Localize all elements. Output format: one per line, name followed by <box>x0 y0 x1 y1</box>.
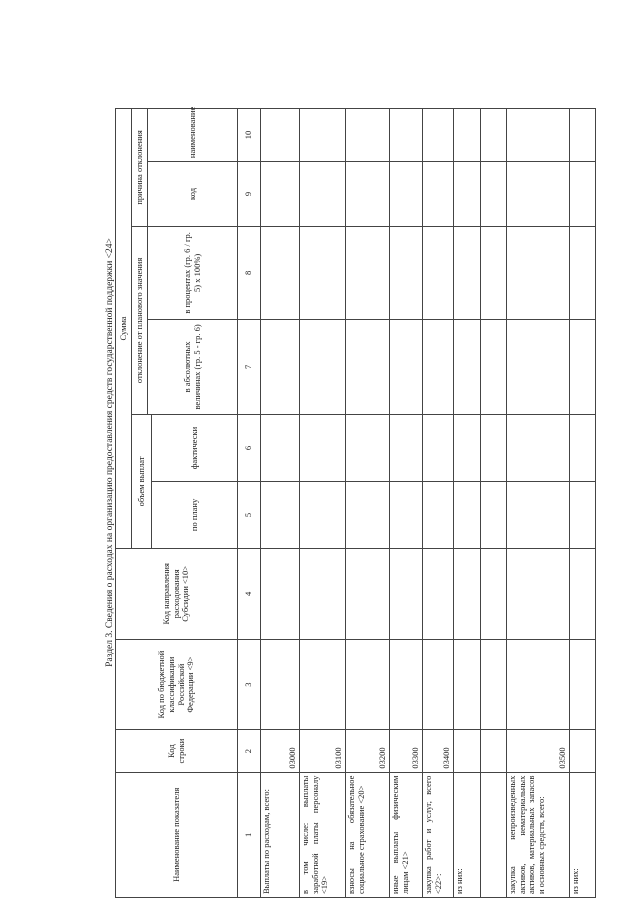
table-row <box>454 109 481 898</box>
empty-cell <box>423 319 454 414</box>
row-code <box>481 730 507 772</box>
empty-cell <box>390 481 423 548</box>
header-row-code: Код строки <box>116 730 238 772</box>
empty-cell <box>507 162 570 227</box>
empty-cell <box>507 639 570 730</box>
empty-cell <box>261 162 300 227</box>
empty-cell <box>423 414 454 481</box>
empty-cell <box>423 481 454 548</box>
column-number: 8 <box>238 226 261 319</box>
empty-cell <box>300 548 346 639</box>
empty-cell <box>481 319 507 414</box>
empty-cell <box>507 414 570 481</box>
row-label: из них: <box>570 772 596 897</box>
empty-cell <box>390 109 423 162</box>
column-number: 7 <box>238 319 261 414</box>
empty-cell <box>507 319 570 414</box>
header-reason: причина отклонения <box>132 109 148 227</box>
column-number: 3 <box>238 639 261 730</box>
empty-cell <box>423 162 454 227</box>
header-indicator-name: Наименование показателя <box>116 772 238 897</box>
empty-cell <box>261 481 300 548</box>
empty-cell <box>300 319 346 414</box>
empty-cell <box>507 109 570 162</box>
empty-cell <box>261 639 300 730</box>
empty-cell <box>570 481 596 548</box>
empty-cell <box>261 414 300 481</box>
empty-cell <box>390 639 423 730</box>
empty-cell <box>300 226 346 319</box>
header-reason-code: код <box>148 162 238 227</box>
empty-cell <box>261 226 300 319</box>
empty-cell <box>481 639 507 730</box>
column-number-row <box>238 109 261 898</box>
report-body <box>261 109 596 898</box>
empty-cell <box>346 639 390 730</box>
empty-cell <box>423 226 454 319</box>
empty-cell <box>570 319 596 414</box>
empty-cell <box>346 481 390 548</box>
empty-cell <box>570 414 596 481</box>
empty-cell <box>390 319 423 414</box>
empty-cell <box>261 319 300 414</box>
empty-cell <box>423 548 454 639</box>
empty-cell <box>481 548 507 639</box>
empty-cell <box>300 481 346 548</box>
table-row <box>300 109 346 898</box>
table-row <box>390 109 423 898</box>
row-code: 03200 <box>346 730 390 772</box>
empty-cell <box>346 319 390 414</box>
table-row <box>261 109 300 898</box>
empty-cell <box>390 226 423 319</box>
empty-cell <box>454 481 481 548</box>
empty-cell <box>423 109 454 162</box>
empty-cell <box>261 109 300 162</box>
row-label: взносы на обязательное социальное страхование <20> <box>346 772 390 897</box>
empty-cell <box>300 162 346 227</box>
header-deviation: отклонение от планового значения <box>132 226 148 414</box>
empty-cell <box>346 109 390 162</box>
empty-cell <box>481 162 507 227</box>
header-direction-code: Код направления расходования Субсидии <10> <box>116 548 238 639</box>
empty-cell <box>390 548 423 639</box>
empty-cell <box>570 639 596 730</box>
empty-cell <box>481 226 507 319</box>
empty-cell <box>481 414 507 481</box>
column-number: 6 <box>238 414 261 481</box>
empty-cell <box>481 109 507 162</box>
empty-cell <box>300 109 346 162</box>
header-deviation-pct: в процентах (гр. 6 / гр. 5) x 100%) <box>148 226 238 319</box>
section-title: Раздел 3. Сведения о расходах на организацию предоставления средств государственной поддержки <24> <box>105 238 115 667</box>
row-code: 03500 <box>507 730 570 772</box>
empty-cell <box>570 226 596 319</box>
row-label: в том числе: выплаты заработной платы персоналу <19> <box>300 772 346 897</box>
header-deviation-abs: в абсолютных величинах (гр. 5 - гр. 6) <box>148 319 238 414</box>
row-code: 03000 <box>261 730 300 772</box>
table-row <box>481 109 507 898</box>
empty-cell <box>261 548 300 639</box>
empty-cell <box>390 414 423 481</box>
empty-cell <box>507 548 570 639</box>
header-budget-code: Код по бюджетной классификации Российской Федерации <9> <box>116 639 238 730</box>
header-actual: фактически <box>152 414 238 481</box>
empty-cell <box>454 414 481 481</box>
empty-cell <box>570 109 596 162</box>
empty-cell <box>454 226 481 319</box>
empty-cell <box>300 639 346 730</box>
empty-cell <box>454 548 481 639</box>
report-table <box>115 108 596 898</box>
column-number: 4 <box>238 548 261 639</box>
column-number: 5 <box>238 481 261 548</box>
empty-cell <box>346 162 390 227</box>
empty-cell <box>346 548 390 639</box>
empty-cell <box>346 414 390 481</box>
table-row <box>570 109 596 898</box>
header-planned: по плану <box>152 481 238 548</box>
header-volume: объем выплат <box>132 414 152 548</box>
empty-cell <box>454 319 481 414</box>
empty-cell <box>570 162 596 227</box>
empty-cell <box>423 639 454 730</box>
row-code <box>454 730 481 772</box>
column-number: 1 <box>238 772 261 897</box>
row-label: Выплаты по расходам, всего: <box>261 772 300 897</box>
row-code: 03100 <box>300 730 346 772</box>
empty-cell <box>300 414 346 481</box>
row-label: иные выплаты физическим лицам <21> <box>390 772 423 897</box>
column-number: 10 <box>238 109 261 162</box>
empty-cell <box>454 109 481 162</box>
table-row <box>423 109 454 898</box>
column-number: 2 <box>238 730 261 772</box>
row-code: 03300 <box>390 730 423 772</box>
column-number: 9 <box>238 162 261 227</box>
row-label: закупка непроизведенных активов, нематериальных активов, материальных запасов и основных средств, всего: <box>507 772 570 897</box>
empty-cell <box>570 548 596 639</box>
row-label: закупка работ и услуг, всего <22>: <box>423 772 454 897</box>
empty-cell <box>507 481 570 548</box>
empty-cell <box>346 226 390 319</box>
empty-cell <box>454 639 481 730</box>
header-amount: Сумма <box>116 109 132 549</box>
row-code: 03400 <box>423 730 454 772</box>
row-label <box>481 772 507 897</box>
row-label: из них: <box>454 772 481 897</box>
table-row <box>507 109 570 898</box>
empty-cell <box>454 162 481 227</box>
empty-cell <box>390 162 423 227</box>
row-code <box>570 730 596 772</box>
empty-cell <box>481 481 507 548</box>
header-reason-name: наименование <box>148 109 238 162</box>
empty-cell <box>507 226 570 319</box>
table-row <box>346 109 390 898</box>
